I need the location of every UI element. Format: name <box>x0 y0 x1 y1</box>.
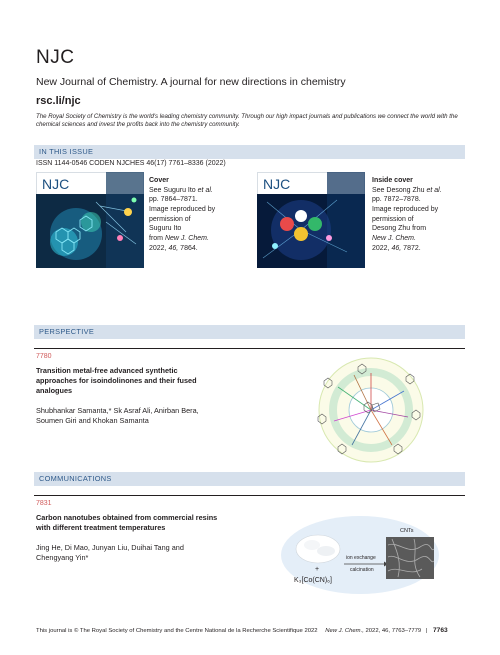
rsc-blurb: The Royal Society of Chemistry is the world's leading chemistry community. Through our high impact journals and publications we connect the world with the chemical sciences and invest the profits back into the chemistry community. <box>36 113 458 129</box>
inside-cover-logo: NJC <box>263 176 291 192</box>
inside-cover-page: 7872. <box>403 244 421 252</box>
journal-subtitle: New Journal of Chemistry. A journal for new directions in chemistry <box>36 76 346 88</box>
cover-caption <box>149 176 239 253</box>
inside-cover-year: 2022, <box>372 244 390 252</box>
inside-cover-caption <box>372 176 462 253</box>
communications-authors <box>36 543 184 563</box>
page-footer <box>36 627 466 634</box>
communications-bar <box>34 472 465 486</box>
perspective-heading: PERSPECTIVE <box>39 327 95 336</box>
cover-vol: 46, <box>168 244 179 252</box>
inside-cover-see: See Desong Zhu <box>372 186 425 194</box>
cover-logo: NJC <box>42 176 70 192</box>
footer-page-number: 7763 <box>433 627 448 634</box>
cover-year: 2022, <box>149 244 167 252</box>
communications-graphical-abstract[interactable] <box>280 515 440 595</box>
journal-title: NJC <box>36 47 75 68</box>
footer-citation: 2022, 46, 7763–7779 <box>365 628 422 634</box>
communications-heading: COMMUNICATIONS <box>39 474 112 483</box>
communications-rule <box>34 495 465 496</box>
in-this-issue-heading: IN THIS ISSUE <box>39 147 94 156</box>
communications-page[interactable]: 7831 <box>36 500 52 507</box>
perspective-authors <box>36 406 199 426</box>
perspective-title-line: analogues <box>36 386 73 396</box>
cover-repro2: permission of <box>149 215 191 223</box>
cover-repro1: Image reproduced by <box>149 205 216 213</box>
in-this-issue-bar <box>34 145 465 159</box>
footer-copyright: This journal is © The Royal Society of Chemistry and the Centre National de la Recherche Scientifique 2022 <box>36 628 318 634</box>
perspective-rule <box>34 348 465 349</box>
inside-cover-vol: 46, <box>391 244 402 252</box>
cover-see: See Suguru Ito <box>149 186 196 194</box>
graphic-step-ion-exchange: ion exchange <box>346 555 376 561</box>
cover-name: Suguru Ito <box>149 225 182 233</box>
inside-cover-name: Desong Zhu from <box>372 225 427 233</box>
graphic-product-label: CNTs <box>400 528 414 534</box>
inside-cover-etal: et al. <box>426 186 442 194</box>
communications-title[interactable] <box>36 513 217 533</box>
perspective-page[interactable]: 7780 <box>36 353 52 360</box>
cover-image[interactable] <box>36 172 144 268</box>
perspective-author-line: Soumen Giri and Khokan Samanta <box>36 416 149 426</box>
inside-cover-image[interactable] <box>257 172 365 268</box>
cover-etal: et al. <box>197 186 213 194</box>
cover-label: Cover <box>149 177 169 184</box>
communications-author-line: Chengyang Yin* <box>36 553 89 563</box>
perspective-bar <box>34 325 465 339</box>
cover-journal: New J. Chem. <box>164 234 209 242</box>
cover-from: from <box>149 234 163 242</box>
perspective-title-line: approaches for isoindolinones and their fused <box>36 376 197 386</box>
issn-line: ISSN 1144-0546 CODEN NJCHES 46(17) 7761–8336 (2022) <box>36 160 226 167</box>
perspective-title[interactable] <box>36 366 197 397</box>
inside-cover-pages: pp. 7872–7878. <box>372 196 421 204</box>
inside-cover-label: Inside cover <box>372 177 413 184</box>
communications-title-line: Carbon nanotubes obtained from commercial resins <box>36 513 218 522</box>
cover-page: 7864. <box>180 244 198 252</box>
graphic-step-calcination: calcination <box>350 567 374 573</box>
perspective-author-line: Shubhankar Samanta,* Sk Asraf Ali, Anirban Bera, <box>36 406 199 415</box>
inside-cover-repro2: permission of <box>372 215 414 223</box>
perspective-title-line: Transition metal-free advanced synthetic <box>36 366 178 375</box>
cover-pages: pp. 7864–7871. <box>149 196 198 204</box>
footer-separator: | <box>425 628 428 634</box>
footer-citation-journal: New J. Chem., <box>325 628 364 634</box>
inside-cover-repro1: Image reproduced by <box>372 205 439 213</box>
graphic-reagent: K₃[Co(CN)₆] <box>294 577 332 584</box>
graphic-plus: + <box>315 566 320 573</box>
communications-author-line: Jing He, Di Mao, Junyan Liu, Duihai Tang and <box>36 543 184 552</box>
journal-link[interactable]: rsc.li/njc <box>36 95 81 107</box>
communications-title-line: with different treatment temperatures <box>36 523 166 533</box>
perspective-graphical-abstract[interactable] <box>308 357 434 463</box>
inside-cover-journal: New J. Chem. <box>372 234 416 242</box>
